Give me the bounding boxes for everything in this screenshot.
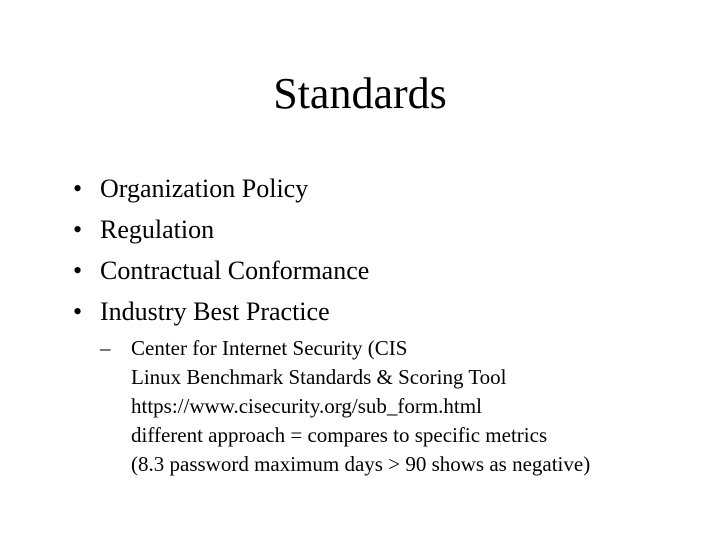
sub-bullet-line: Center for Internet Security (CIS [131,336,408,360]
sub-bullet-text [131,334,590,479]
sub-bullet-line: (8.3 password maximum days > 90 shows as negative) [131,452,591,476]
bullet-text-organization-policy: Organization Policy [100,174,309,203]
slide-title: Standards [273,69,447,118]
bullet-marker: • [73,256,83,285]
bullet-marker: • [73,297,83,326]
bullet-text-contractual-conformance: Contractual Conformance [100,256,370,285]
sub-bullet-line: different approach = compares to specific metrics [131,423,548,447]
bullet-marker: • [73,174,83,203]
sub-bullet-line-url: https://www.cisecurity.org/sub_form.html [131,394,482,418]
sub-bullet-marker: – [100,336,111,360]
sub-bullet-line: Linux Benchmark Standards & Scoring Tool [131,365,507,389]
bullet-text-regulation: Regulation [100,215,215,244]
bullet-marker: • [73,215,83,244]
bullet-text-industry-best-practice: Industry Best Practice [100,297,330,326]
